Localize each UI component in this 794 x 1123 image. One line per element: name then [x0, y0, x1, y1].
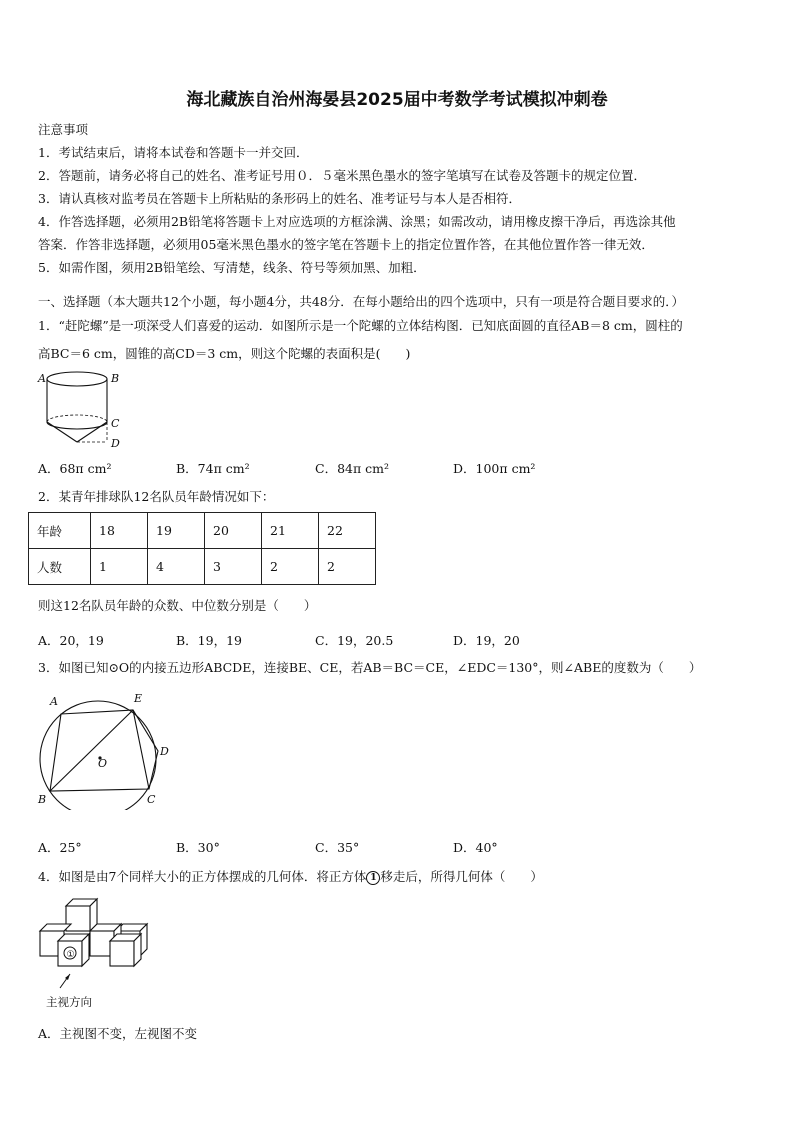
table-cell: 年龄 — [29, 513, 91, 549]
circled-number: 1 — [366, 871, 380, 885]
table-cell: 1 — [91, 549, 148, 585]
notice-item: 答案．作答非选择题，必须用05毫米黑色墨水的签字笔在答题卡上的指定位置作答，在其他位置作答一律无效． — [38, 237, 654, 252]
q2-option-a: A．20，19 — [38, 633, 104, 648]
q3-option-d: D．40° — [453, 840, 498, 855]
table-cell: 22 — [319, 513, 376, 549]
table-row — [29, 549, 376, 585]
q1-option-a: A．68π cm² — [38, 461, 112, 476]
page-title: 海北藏族自治州海晏县2025届中考数学考试模拟冲刺卷 — [186, 90, 608, 110]
label-a: A — [50, 695, 58, 708]
section-heading: 一、选择题（本大题共12个小题，每小题4分，共48分．在每小题给出的四个选项中，只有一项是符合题目要求的．） — [38, 294, 685, 309]
view-direction-label: 主视方向 — [46, 995, 92, 1009]
q4-option-a: A．主视图不变，左视图不变 — [38, 1026, 198, 1041]
q2-option-d: D．19，20 — [453, 633, 520, 648]
notice-item: 3．请认真核对监考员在答题卡上所粘贴的条形码上的姓名、准考证号与本人是否相符． — [38, 191, 521, 206]
table-cell: 2 — [319, 549, 376, 585]
table-cell: 21 — [262, 513, 319, 549]
table-cell: 18 — [91, 513, 148, 549]
notice-item: 2．答题前，请务必将自己的姓名、准考证号用０．５毫米黑色墨水的签字笔填写在试卷及答题卡的规定位置． — [38, 168, 646, 183]
label-c: C — [111, 417, 120, 430]
notice-item: 5．如需作图，须用2B铅笔绘、写清楚，线条、符号等须加黑、加粗． — [38, 260, 426, 275]
notice-item: 4．作答选择题，必须用2B铅笔将答题卡上对应选项的方框涂满、涂黑；如需改动，请用橡皮擦干净后，再选涂其他 — [38, 214, 676, 229]
q1-stem-line1: 1．“赶陀螺”是一项深受人们喜爱的运动．如图所示是一个陀螺的立体结构图．已知底面圆的直径AB＝8 cm，圆柱的 — [38, 318, 683, 333]
q3-option-a: A．25° — [38, 840, 82, 855]
q1-stem-line2: 高BC＝6 cm，圆锥的高CD＝3 cm，则这个陀螺的表面积是( ) — [38, 346, 411, 361]
table-cell: 20 — [205, 513, 262, 549]
q3-option-b: B．30° — [176, 840, 220, 855]
q2-option-b: B．19，19 — [176, 633, 242, 648]
label-b: B — [38, 793, 47, 806]
cube-stack-figure — [32, 894, 162, 996]
notice-item: 1．考试结束后，请将本试卷和答题卡一并交回． — [38, 145, 309, 160]
q4-stem-after: 移走后，所得几何体（ ） — [380, 869, 543, 884]
label-a: A — [38, 372, 46, 385]
table-cell: 19 — [148, 513, 205, 549]
pentagon-circle-figure — [30, 686, 180, 810]
q4-stem — [38, 869, 543, 885]
label-b: B — [111, 372, 120, 385]
table-cell: 4 — [148, 549, 205, 585]
label-c: C — [147, 793, 156, 806]
cube-label: ① — [66, 950, 75, 960]
table-cell: 2 — [262, 549, 319, 585]
label-e: E — [134, 692, 143, 705]
q1-option-d: D．100π cm² — [453, 461, 536, 476]
q3-option-c: C．35° — [315, 840, 360, 855]
q1-option-b: B．74π cm² — [176, 461, 250, 476]
q2-question: 则这12名队员年龄的众数、中位数分别是（ ） — [38, 598, 317, 613]
q2-option-c: C．19，20.5 — [315, 633, 394, 648]
age-table — [28, 512, 376, 585]
label-d: D — [160, 745, 169, 758]
q4-stem-before: 4．如图是由7个同样大小的正方体摆成的几何体．将正方体 — [38, 869, 367, 884]
label-o: O — [98, 757, 108, 770]
table-row — [29, 513, 376, 549]
table-cell: 3 — [205, 549, 262, 585]
q3-stem: 3．如图已知⊙O的内接五边形ABCDE，连接BE、CE，若AB＝BC＝CE，∠EDC＝130°，则∠ABE的度数为（ ） — [38, 660, 702, 675]
table-cell: 人数 — [29, 549, 91, 585]
q2-stem: 2．某青年排球队12名队员年龄情况如下： — [38, 489, 275, 504]
spinning-top-figure — [30, 364, 130, 454]
q1-option-c: C．84π cm² — [315, 461, 390, 476]
label-d: D — [111, 437, 120, 450]
notice-heading: 注意事项 — [38, 122, 89, 137]
